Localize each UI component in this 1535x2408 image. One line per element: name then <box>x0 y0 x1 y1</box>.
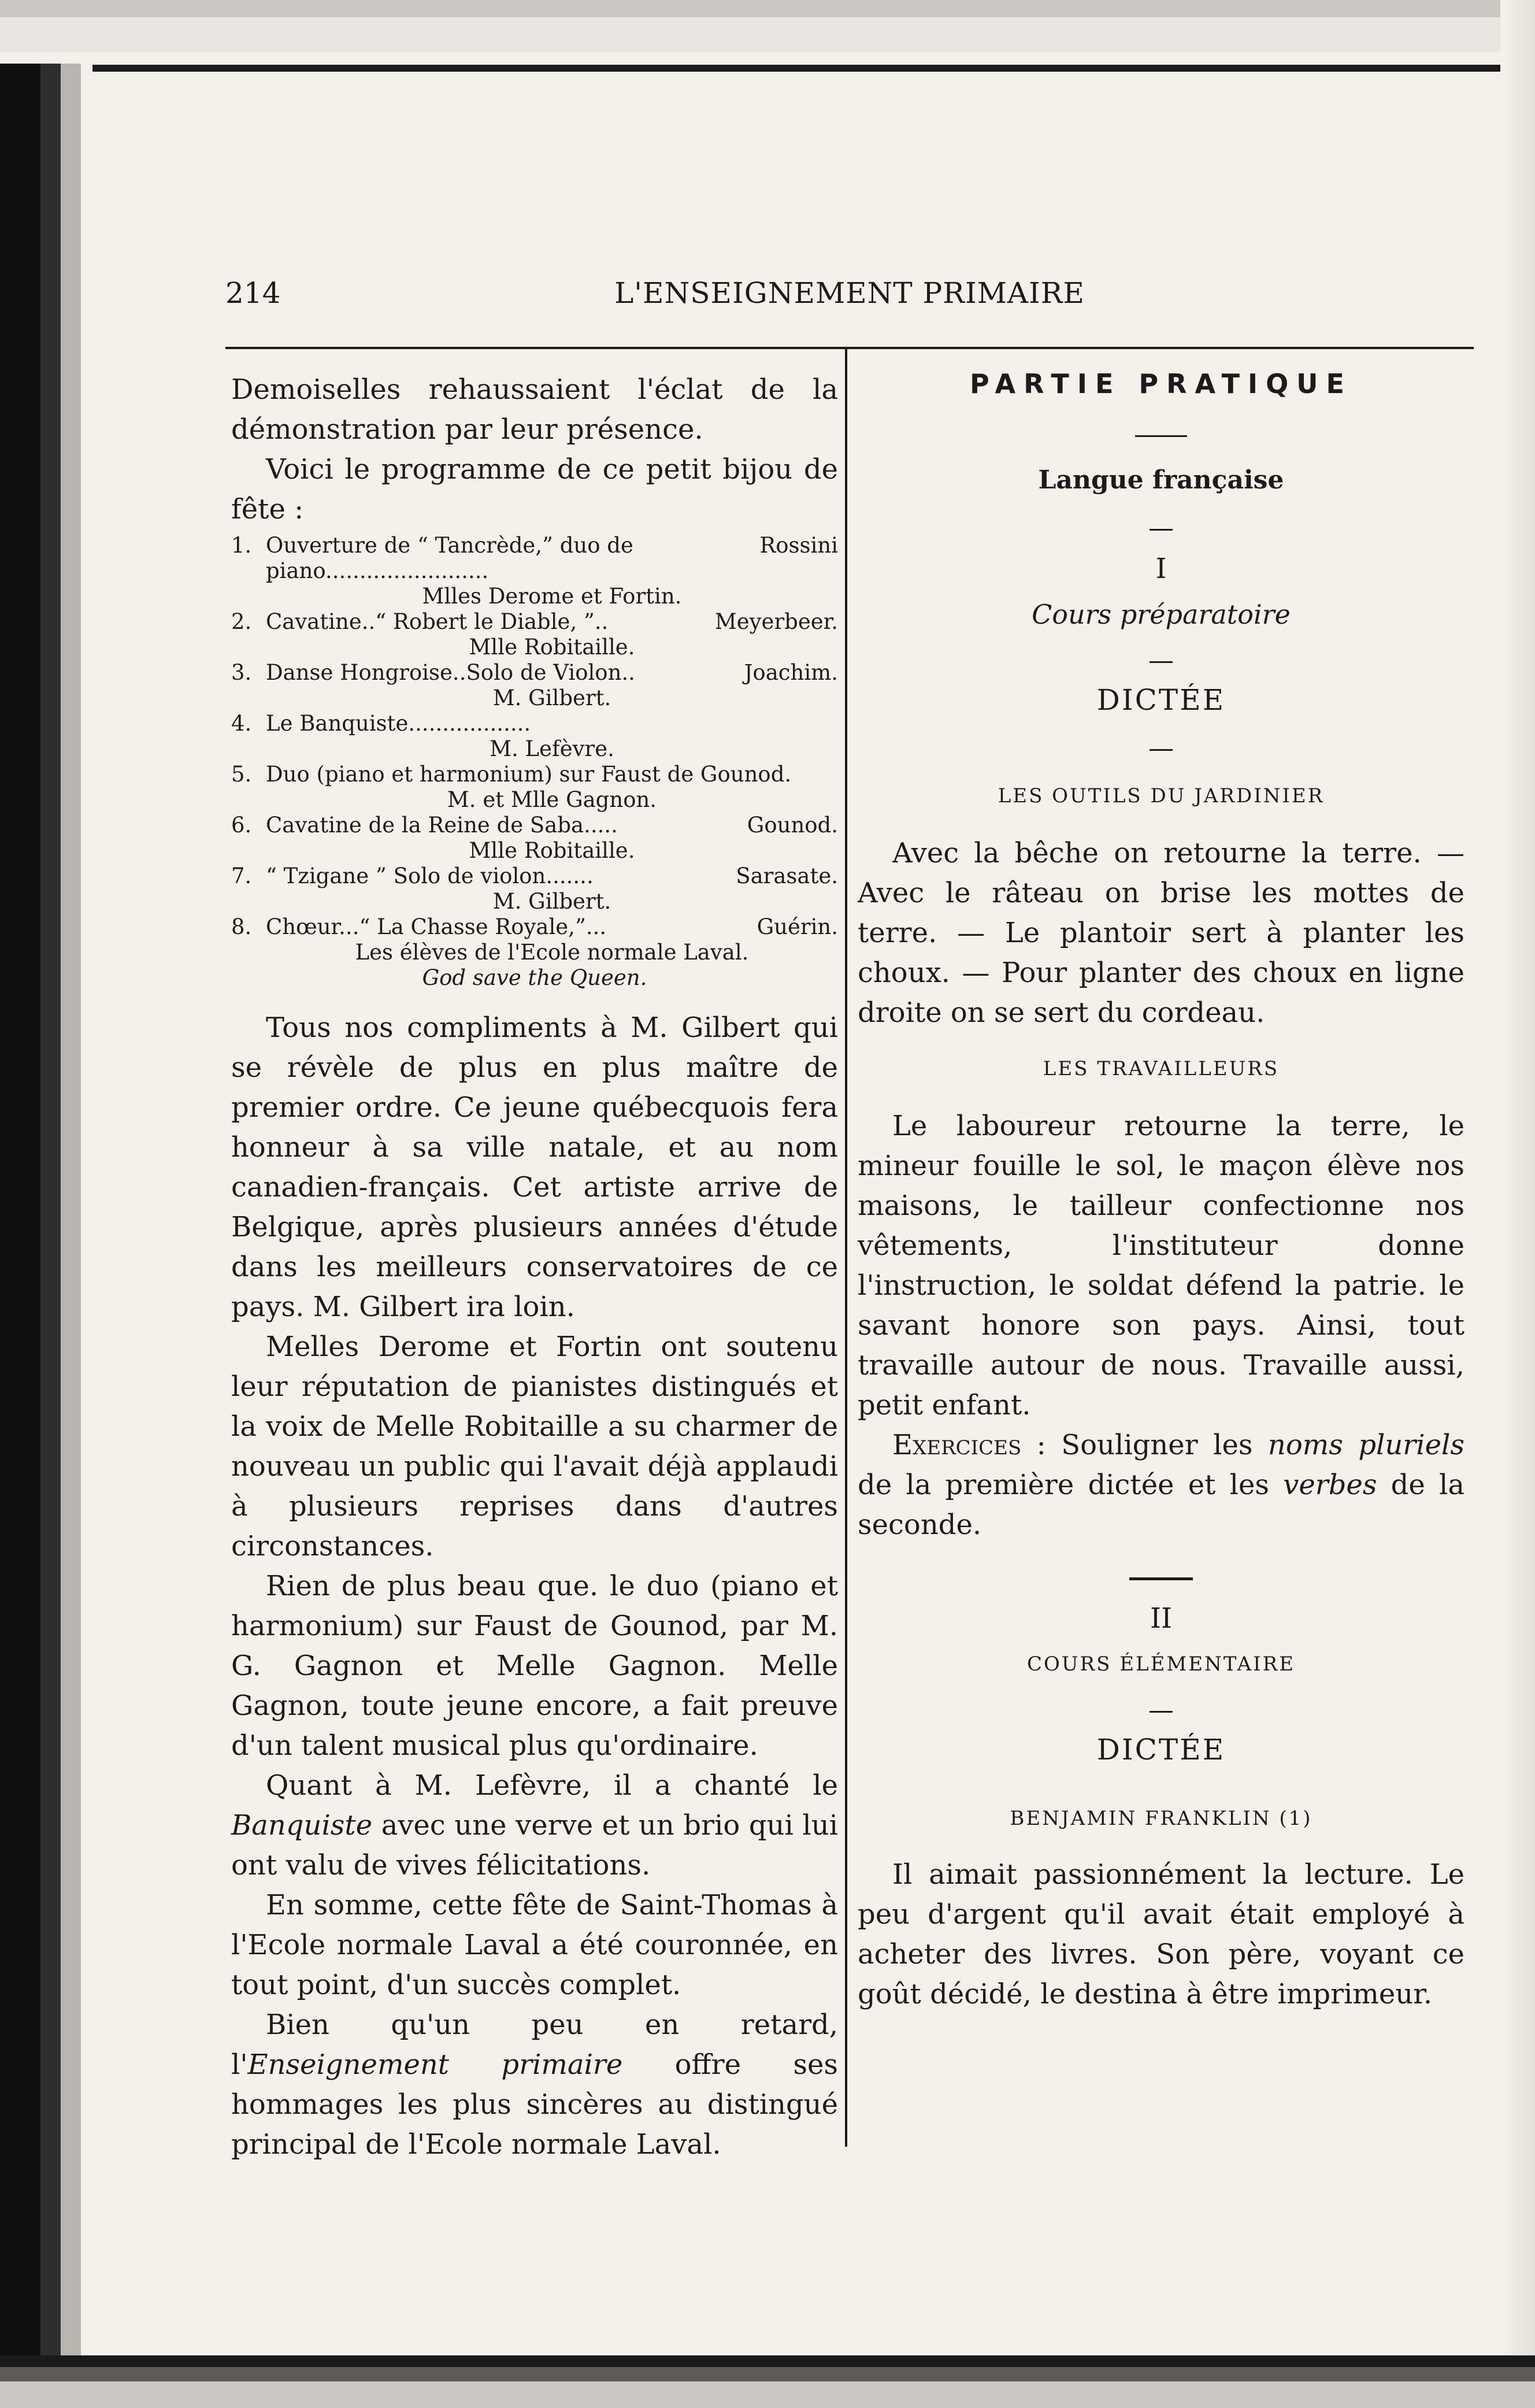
performer: Les élèves de l'Ecole normale Laval. <box>355 940 749 965</box>
separator-dash <box>1129 1577 1193 1580</box>
separator-dash <box>1150 529 1173 531</box>
performer: M. Lefèvre. <box>490 736 614 761</box>
scan-top-border <box>0 0 1535 75</box>
piece-title: Duo (piano et harmonium) sur Faust de Gounod. <box>266 762 792 787</box>
piece-title: Ouverture de “ Tancrède,” duo de piano........................ <box>266 533 633 583</box>
page-header <box>225 276 1474 323</box>
paragraph: Il aimait passionnément la lecture. Le peu d'argent qu'il avait était employé à acheter des livres. Son père, voyant ce goût décidé, le destina à être imprimeur. <box>858 1858 1464 2010</box>
paragraph: Rien de plus beau que. le duo (piano et harmonium) sur Faust de Gounod, par M. G. Gagnon et Melle Gagnon. Melle Gagnon, toute jeune encore, a fait preuve d'un talent musical plus qu'ordinaire. <box>231 1570 838 1762</box>
course-level: Cours préparatoire <box>1032 599 1291 630</box>
scan-right-edge <box>1500 0 1535 2408</box>
item-number: 7. <box>231 864 252 888</box>
dictation-title: LES OUTILS DU JARDINIER <box>998 784 1325 807</box>
separator-dash <box>1150 1711 1173 1713</box>
paragraph: Bien qu'un peu en retard, l'Enseignement primaire offre ses hommages les plus sincères au distingué principal de l'Ecole normale Laval. <box>231 2009 838 2161</box>
separator-dash <box>1135 435 1187 437</box>
programme-item <box>231 864 838 914</box>
piece-title: “ Tzigane ” Solo de violon....... <box>266 864 594 888</box>
course-level: COURS ÉLÉMENTAIRE <box>1026 1653 1296 1676</box>
item-number: 1. <box>231 533 252 558</box>
composer: Gounod. <box>747 813 838 838</box>
paragraph: Quant à M. Lefèvre, il a chanté le Banquiste avec une verve et un brio qui lui ont valu de vives félicitations. <box>231 1769 838 1881</box>
paragraph: Exercices : Souligner les noms pluriels de la première dictée et les verbes de la seconde. <box>858 1429 1464 1541</box>
performer: M. Gilbert. <box>492 686 611 710</box>
header-rule <box>225 347 1474 349</box>
paragraph: Melles Derome et Fortin ont soutenu leur réputation de pianistes distingués et la voix de Melle Robitaille a su charmer de nouveau un public qui l'avait déjà applaudi à plusieurs reprises dans d'autres circonstances. <box>231 1331 838 1562</box>
subsection-title: Langue française <box>1038 465 1284 495</box>
item-number: 6. <box>231 813 252 838</box>
column-divider <box>845 349 847 2147</box>
programme-item <box>231 533 838 609</box>
roman-numeral: II <box>1150 1602 1172 1635</box>
composer: Meyerbeer. <box>714 609 838 634</box>
item-number: 3. <box>231 660 252 685</box>
programme-item <box>231 660 838 711</box>
item-number: 8. <box>231 914 252 939</box>
piece-title: Chœur...“ La Chasse Royale,”... <box>266 914 607 939</box>
performer: M. Gilbert. <box>492 889 611 914</box>
item-number: 2. <box>231 609 252 634</box>
italic-title: Enseignement primaire <box>247 2048 623 2081</box>
composer: Rossini <box>759 533 838 558</box>
composer: Joachim. <box>744 660 838 685</box>
italic-title: Banquiste <box>231 1809 373 1842</box>
programme-item <box>231 813 838 864</box>
separator-dash <box>1150 661 1173 663</box>
paragraph: Tous nos compliments à M. Gilbert qui se révèle de plus en plus maître de premier ordre. Ce jeune québecquois fera honneur à sa ville natale, et au nom canadien-français. Cet artiste arrive de Belgique, après plusieurs années d'étude dans les meilleurs conservatoires de ce pays. M. Gilbert ira loin. <box>231 1012 838 1323</box>
separator-dash <box>1150 749 1173 751</box>
programme-item <box>231 914 838 965</box>
page-number: 214 <box>225 276 281 310</box>
programme-item <box>231 762 838 813</box>
performer: M. et Mlle Gagnon. <box>447 787 657 812</box>
piece-title: Cavatine de la Reine de Saba..... <box>266 813 618 838</box>
paragraph: En somme, cette fête de Saint-Thomas à l'Ecole normale Laval a été couronnée, en tout point, d'un succès complet. <box>231 1889 838 2001</box>
dictation-heading: DICTÉE <box>1096 683 1226 717</box>
dictation-title: LES TRAVAILLEURS <box>1043 1057 1280 1080</box>
composer: Sarasate. <box>736 864 838 888</box>
dictation-heading: DICTÉE <box>1096 1733 1226 1766</box>
scan-bottom-border <box>0 2355 1535 2408</box>
paragraph: Avec la bêche on retourne la terre. — Avec le râteau on brise les mottes de terre. — Le plantoir sert à planter les choux. — Pour planter des choux en ligne droite on se sert du cordeau. <box>858 837 1464 1029</box>
section-title: PARTIE PRATIQUE <box>970 368 1352 399</box>
item-number: 5. <box>231 762 252 787</box>
paragraph: Voici le programme de ce petit bijou de fête : <box>231 453 838 525</box>
paragraph: Demoiselles rehaussaient l'éclat de la démonstration par leur présence. <box>231 373 838 446</box>
performer: Mlle Robitaille. <box>469 838 635 863</box>
performer: Mlles Derome et Fortin. <box>422 584 682 609</box>
exercises-label: Exercices <box>892 1429 1022 1461</box>
programme-item <box>231 609 838 660</box>
item-number: 4. <box>231 711 252 736</box>
left-column <box>231 370 838 2165</box>
dictation-title: BENJAMIN FRANKLIN (1) <box>1010 1807 1312 1830</box>
piece-title: Le Banquiste.................. <box>266 711 531 736</box>
scan-left-binding <box>0 64 81 2408</box>
piece-title: Danse Hongroise..Solo de Violon.. <box>266 660 635 685</box>
performer: Mlle Robitaille. <box>469 635 635 660</box>
scan-top-edge <box>92 65 1503 72</box>
running-title: L'ENSEIGNEMENT PRIMAIRE <box>614 276 1085 310</box>
roman-numeral: I <box>1155 553 1167 585</box>
paragraph: Le laboureur retourne la terre, le mineur fouille le sol, le maçon élève nos maisons, le tailleur confectionne nos vêtements, l'instituteur donne l'instruction, le soldat défend la patrie. le savant honore son pays. Ainsi, tout travaille autour de nous. Travaille aussi, petit enfant. <box>858 1110 1464 1421</box>
closing-anthem: God save the Queen. <box>422 965 647 990</box>
composer: Guérin. <box>757 914 838 939</box>
programme-item <box>231 711 838 762</box>
right-column <box>858 364 1464 2014</box>
concert-programme <box>231 533 838 991</box>
piece-title: Cavatine..“ Robert le Diable, ”.. <box>266 609 609 634</box>
